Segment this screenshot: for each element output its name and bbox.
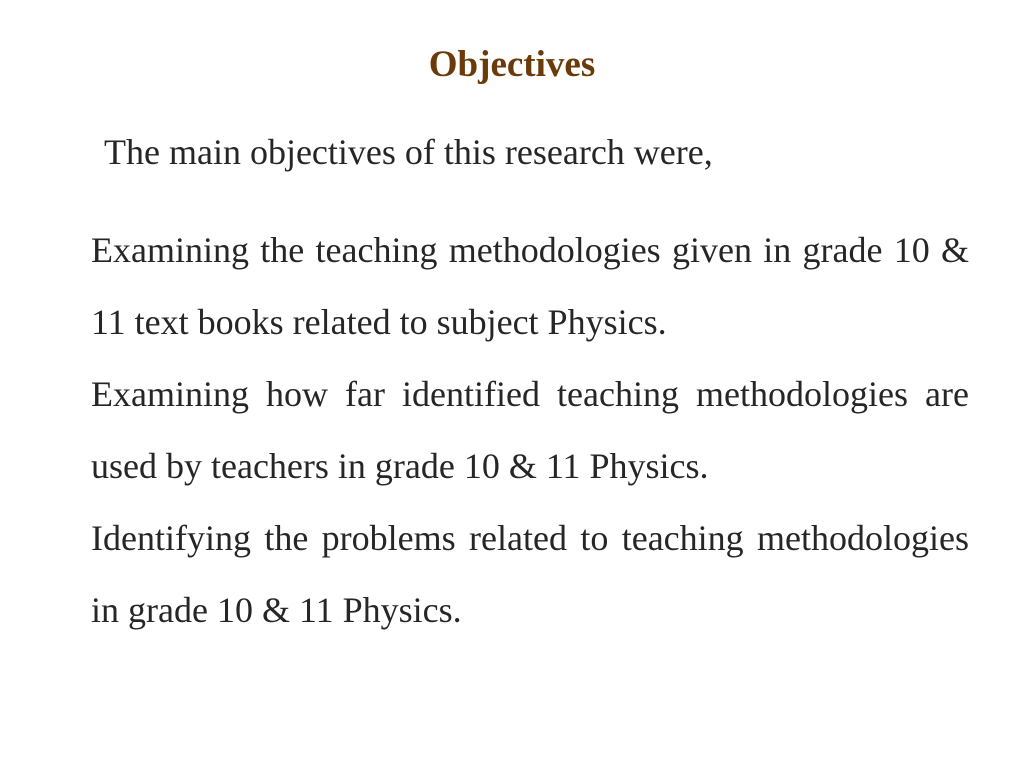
intro-text: The main objectives of this research were,	[104, 132, 713, 172]
slide-title: Objectives	[428, 44, 596, 85]
objective-item: Identifying the problems related to teaching methodologies in grade 10 & 11 Physics.	[91, 518, 969, 630]
objective-item: Examining the teaching methodologies given in grade 10 & 11 text books related to subject Physics.	[91, 230, 969, 342]
objectives-list	[91, 214, 969, 646]
objective-item: Examining how far identified teaching methodologies are used by teachers in grade 10 & 11 Physics.	[91, 374, 969, 486]
